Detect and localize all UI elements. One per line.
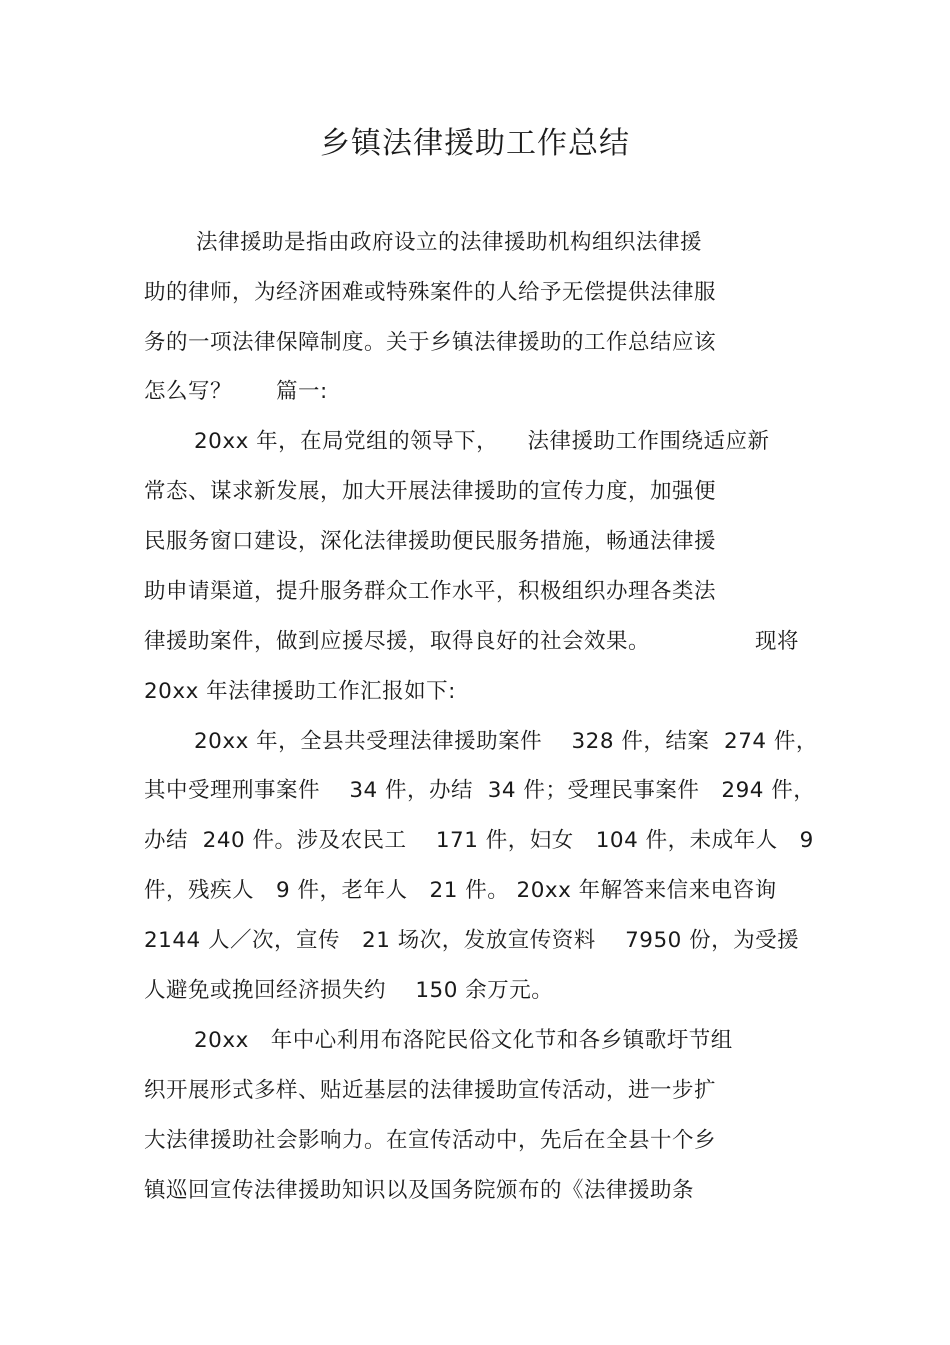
paragraph-line: 助的律师，为经济困难或特殊案件的人给予无偿提供法律服 xyxy=(144,280,717,305)
paragraph-line: 务的一项法律保障制度。关于乡镇法律援助的工作总结应该 xyxy=(144,330,717,355)
paragraph-line: 现将 xyxy=(755,629,800,654)
paragraph-line: 20xx 年中心利用布洛陀民俗文化节和各乡镇歌圩节组 xyxy=(194,1028,733,1053)
paragraph-line: 20xx 年，全县共受理法律援助案件 328 件，结案 274 件， xyxy=(194,729,818,754)
paragraph-line: 件，残疾人 9 件，老年人 21 件。 20xx 年解答来信来电咨询 xyxy=(144,878,777,903)
document-title: 乡镇法律援助工作总结 xyxy=(320,126,630,161)
paragraph-line: 助申请渠道，提升服务群众工作水平，积极组织办理各类法 xyxy=(144,579,717,604)
paragraph-line: 织开展形式多样、贴近基层的法律援助宣传活动，进一步扩 xyxy=(144,1078,717,1103)
paragraph-line: 20xx 年，在局党组的领导下， 法律援助工作围绕适应新 xyxy=(194,429,770,454)
paragraph-line: 大法律援助社会影响力。在宣传活动中，先后在全县十个乡 xyxy=(144,1128,717,1153)
paragraph-line: 常态、谋求新发展，加大开展法律援助的宣传力度，加强便 xyxy=(144,479,717,504)
paragraph-line: 办结 240 件。涉及农民工 171 件，妇女 104 件，未成年人 9 xyxy=(144,828,814,853)
paragraph-line: 怎么写？ 篇一: xyxy=(144,379,328,404)
paragraph-line: 律援助案件，做到应援尽援，取得良好的社会效果。 xyxy=(144,629,651,654)
paragraph-line: 民服务窗口建设，深化法律援助便民服务措施，畅通法律援 xyxy=(144,529,717,554)
paragraph-line: 其中受理刑事案件 34 件，办结 34 件；受理民事案件 294 件， xyxy=(144,778,816,803)
paragraph-line: 2144 人／次，宣传 21 场次，发放宣传资料 7950 份，为受援 xyxy=(144,928,800,953)
paragraph-line: 镇巡回宣传法律援助知识以及国务院颁布的《法律援助条 xyxy=(144,1178,695,1203)
paragraph-line: 法律援助是指由政府设立的法律援助机构组织法律援 xyxy=(196,230,703,255)
paragraph-line: 人避免或挽回经济损失约 150 余万元。 xyxy=(144,978,554,1003)
paragraph-line: 20xx 年法律援助工作汇报如下: xyxy=(144,679,456,704)
